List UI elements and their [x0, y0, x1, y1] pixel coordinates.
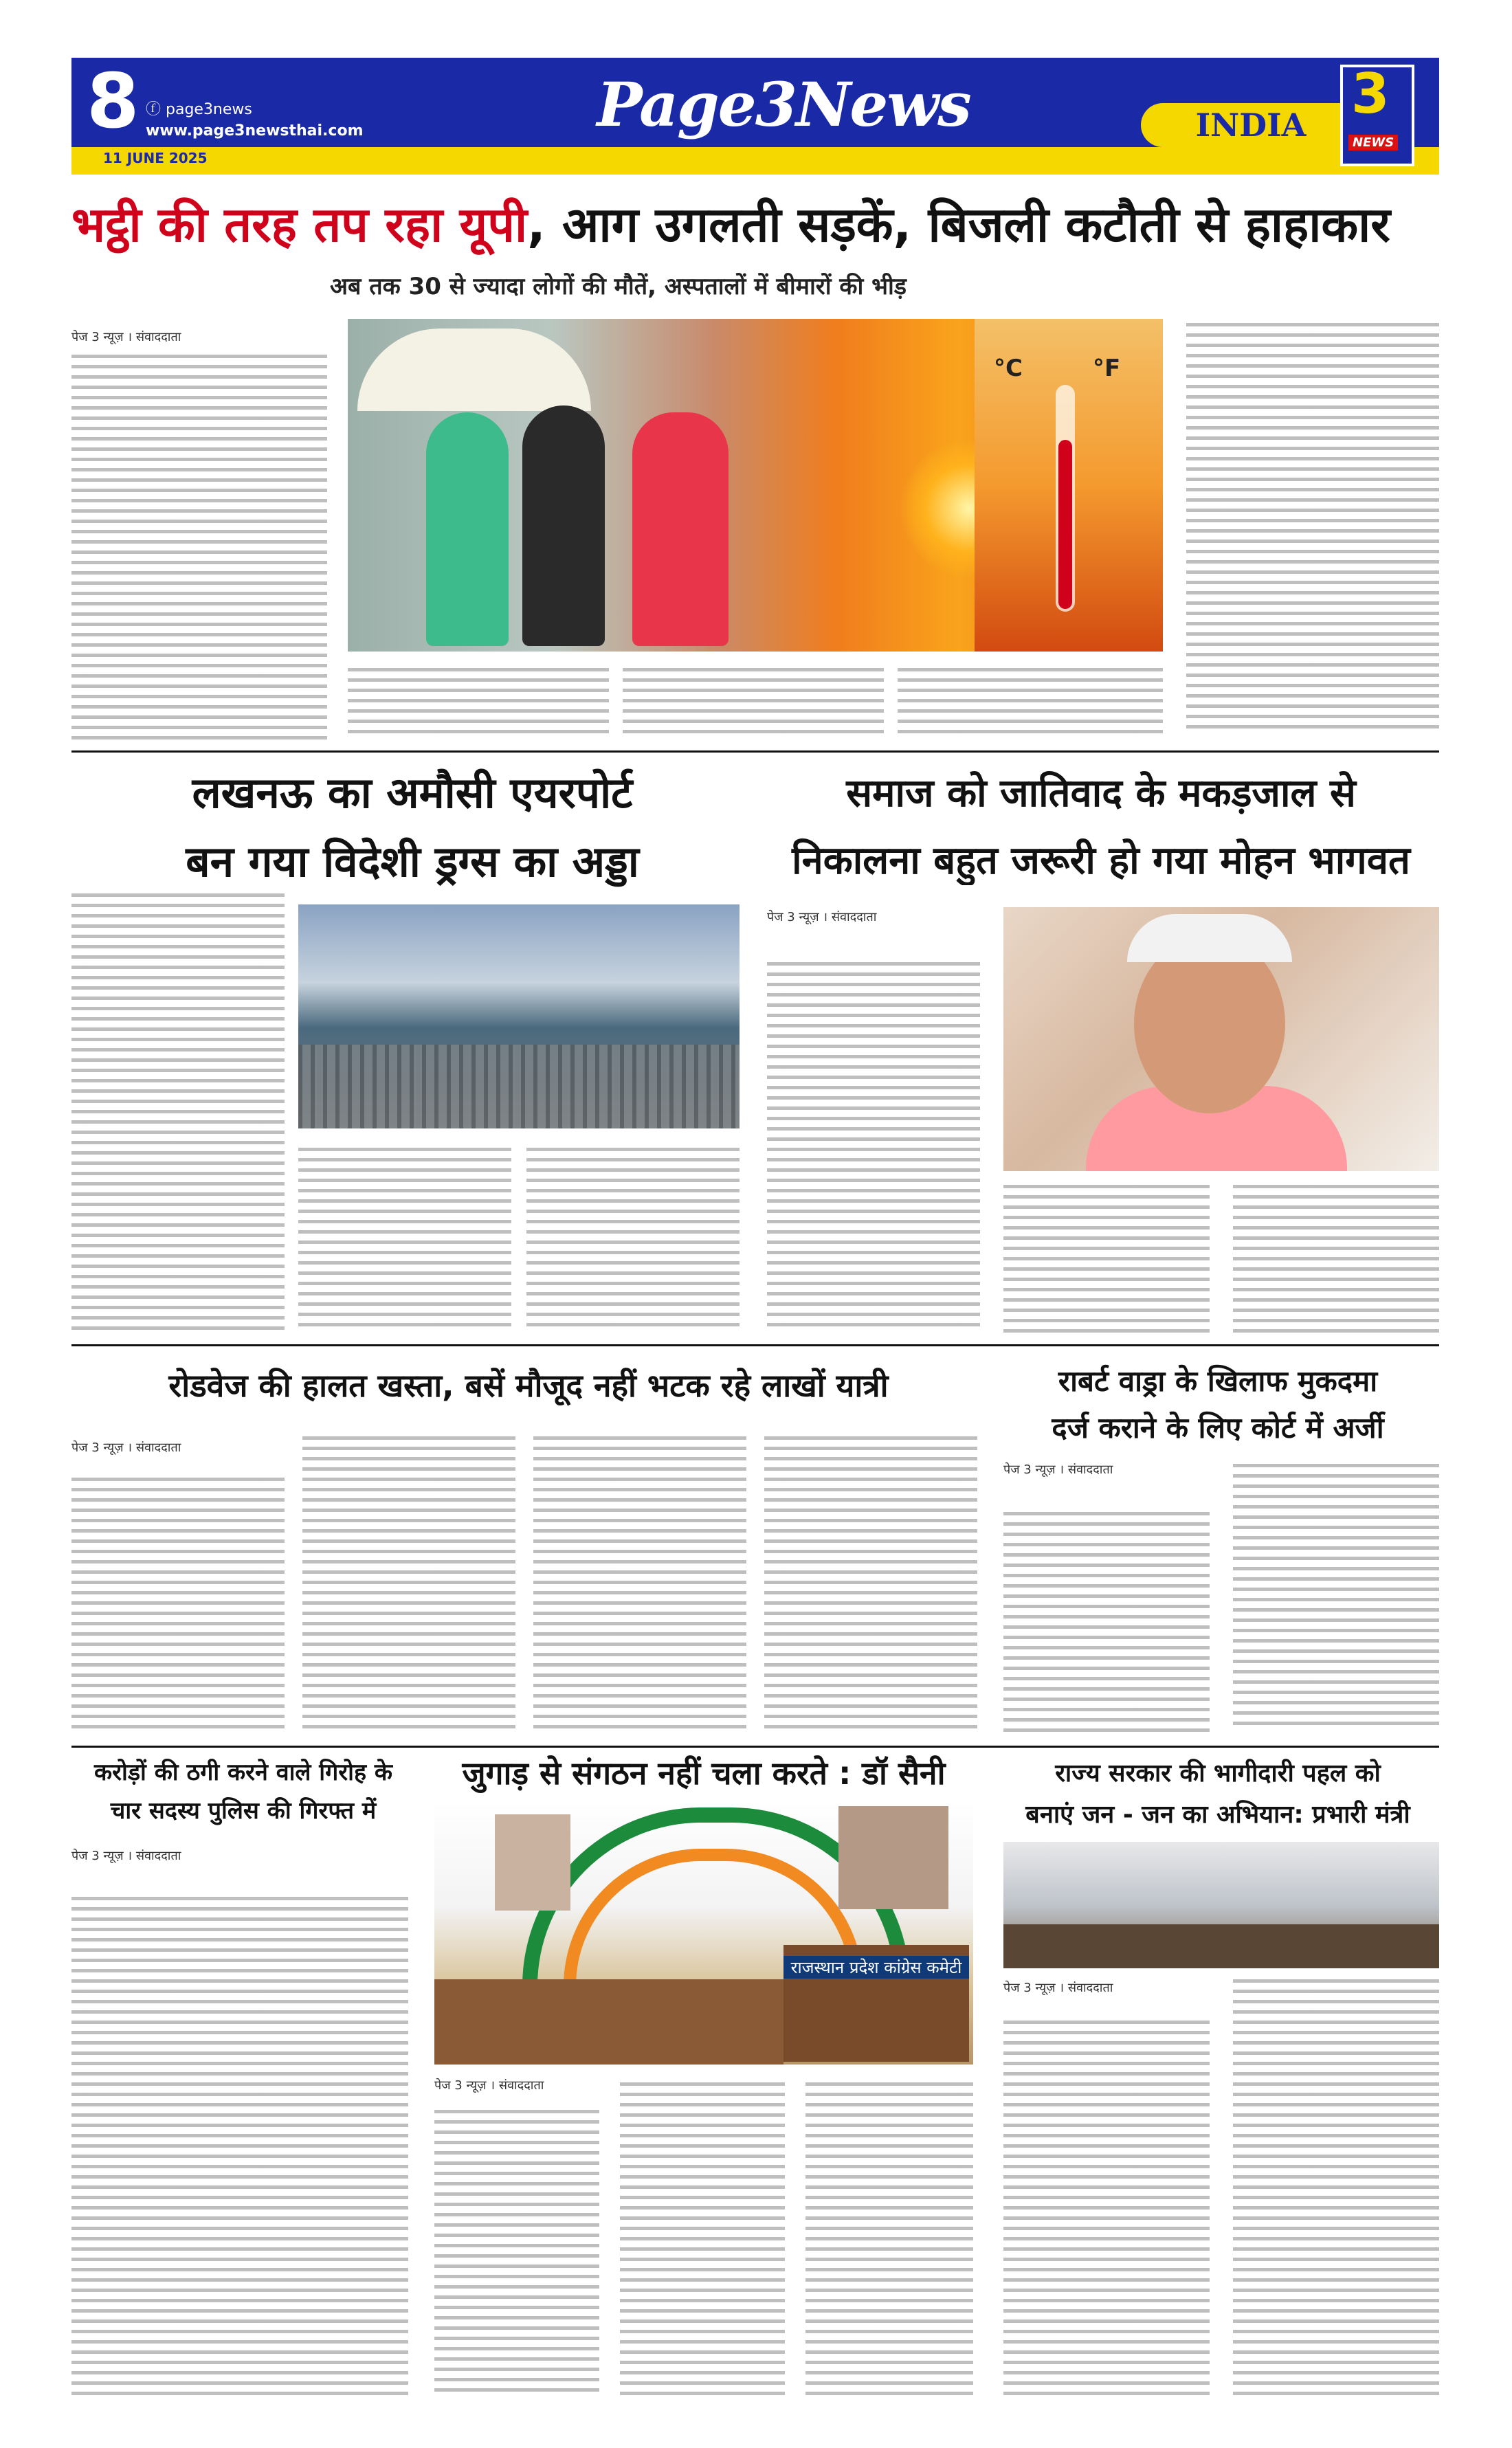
- page-number: 8: [87, 57, 140, 145]
- sarkar-headline-1: राज्य सरकार की भागीदारी पहल को: [1055, 1759, 1381, 1788]
- roadways-text-col-3: [533, 1436, 746, 1732]
- bhagwat-byline: पेज 3 न्यूज़ । संवाददाता: [767, 910, 877, 924]
- section-divider: [71, 1344, 1439, 1346]
- conference-table: [1003, 1924, 1439, 1968]
- logo-number: 3: [1351, 62, 1390, 126]
- logo-tag: NEWS: [1348, 135, 1398, 151]
- airport-tarmac: [298, 1045, 740, 1128]
- sarkar-headline-2: बनाएं जन - जन का अभियान: प्रभारी मंत्री: [1025, 1801, 1410, 1829]
- roadways-text-col-4: [764, 1436, 977, 1732]
- podium-label: राजस्थान प्रदेश कांग्रेस कमेटी: [783, 1956, 969, 1979]
- roadways-text-col-2: [302, 1436, 515, 1732]
- lead-byline: पेज 3 न्यूज़ । संवाददाता: [71, 330, 181, 344]
- section-divider: [71, 750, 1439, 753]
- jugad-text-col-2: [620, 2082, 785, 2399]
- website-link[interactable]: www.page3newsthai.com: [146, 122, 364, 140]
- jugad-text-col-3: [805, 2082, 973, 2399]
- bhagwat-text-mid: [1003, 1185, 1210, 1333]
- social-handle: ⓕ page3news: [146, 101, 252, 118]
- portrait-frame: [838, 1806, 948, 1909]
- lead-text-left: [71, 355, 327, 739]
- meeting-table: [434, 1979, 783, 2065]
- thermometer-c-label: °C: [994, 355, 1023, 382]
- airport-text-left: [71, 893, 285, 1333]
- jugad-text-col-1: [434, 2110, 599, 2399]
- bhagwat-text-right: [1233, 1185, 1439, 1333]
- thermometer-mercury: [1058, 440, 1072, 609]
- brand-title: Page3News: [597, 69, 970, 140]
- lead-headline: [71, 190, 1439, 256]
- lead-text-under-photo-3: [898, 668, 1163, 737]
- bhagwat-text-left: [767, 962, 980, 1333]
- lead-text-right: [1186, 323, 1439, 735]
- person-graphic: [426, 412, 509, 646]
- lead-headline-black: , आग उगलती सड़कें, बिजली कटौती से हाहाकार: [527, 197, 1390, 253]
- issue-date: 11 JUNE 2025: [103, 150, 208, 166]
- sarkar-text-left: [1003, 2021, 1210, 2399]
- lead-headline-red: भट्ठी की तरह तप रहा यूपी: [71, 197, 528, 253]
- vadra-headline-1: राबर्ट वाड्रा के खिलाफ मुकदमा: [1058, 1364, 1378, 1398]
- region-label: INDIA: [1141, 103, 1361, 147]
- lead-text-under-photo-1: [348, 668, 609, 737]
- section-divider: [71, 1746, 1439, 1748]
- vadra-headline-2: दर्ज कराने के लिए कोर्ट में अर्जी: [1052, 1411, 1384, 1445]
- roadways-headline: रोडवेज की हालत खस्ता, बसें मौजूद नहीं भटक रहे लाखों यात्री: [168, 1367, 889, 1404]
- bhagwat-headline-1: समाज को जातिवाद के मकड़जाल से: [846, 771, 1356, 816]
- bhagwat-headline-2: निकालना बहुत जरूरी हो गया मोहन भागवत: [792, 838, 1410, 883]
- lead-subhead: अब तक 30 से ज्यादा लोगों की मौतें, अस्पतालों में बीमारों की भीड़: [330, 273, 907, 300]
- vadra-text-left: [1003, 1512, 1210, 1732]
- vadra-byline: पेज 3 न्यूज़ । संवाददाता: [1003, 1462, 1113, 1477]
- airport-text-mid-2: [526, 1148, 740, 1333]
- roadways-text-col-1: [71, 1478, 285, 1732]
- sarkar-text-right: [1233, 1979, 1439, 2399]
- masthead-yellow-strip: [71, 147, 1439, 175]
- roadways-byline: पेज 3 न्यूज़ । संवाददाता: [71, 1440, 181, 1455]
- bhagwat-hair: [1127, 914, 1292, 962]
- sarkar-byline: पेज 3 न्यूज़ । संवाददाता: [1003, 1981, 1113, 1995]
- airport-headline-1: लखनऊ का अमौसी एयरपोर्ट: [192, 768, 633, 818]
- airport-headline-2: बन गया विदेशी ड्रग्स का अड्डा: [186, 836, 639, 887]
- crore-byline: पेज 3 न्यूज़ । संवाददाता: [71, 1849, 181, 1863]
- person-graphic: [632, 412, 729, 646]
- jugad-byline: पेज 3 न्यूज़ । संवाददाता: [434, 2078, 544, 2093]
- vadra-text-right: [1233, 1464, 1439, 1732]
- crore-text: [71, 1897, 408, 2399]
- lead-text-under-photo-2: [623, 668, 884, 737]
- crore-headline-2: चार सदस्य पुलिस की गिरफ्त में: [110, 1797, 377, 1825]
- thermometer-f-label: °F: [1093, 355, 1121, 382]
- crore-headline-1: करोड़ों की ठगी करने वाले गिरोह के: [94, 1759, 392, 1786]
- portrait-frame: [495, 1814, 570, 1911]
- jugad-headline: जुगाड़ से संगठन नहीं चला करते : डॉ सैनी: [462, 1755, 946, 1792]
- airport-text-mid-1: [298, 1148, 511, 1333]
- person-graphic: [522, 405, 605, 646]
